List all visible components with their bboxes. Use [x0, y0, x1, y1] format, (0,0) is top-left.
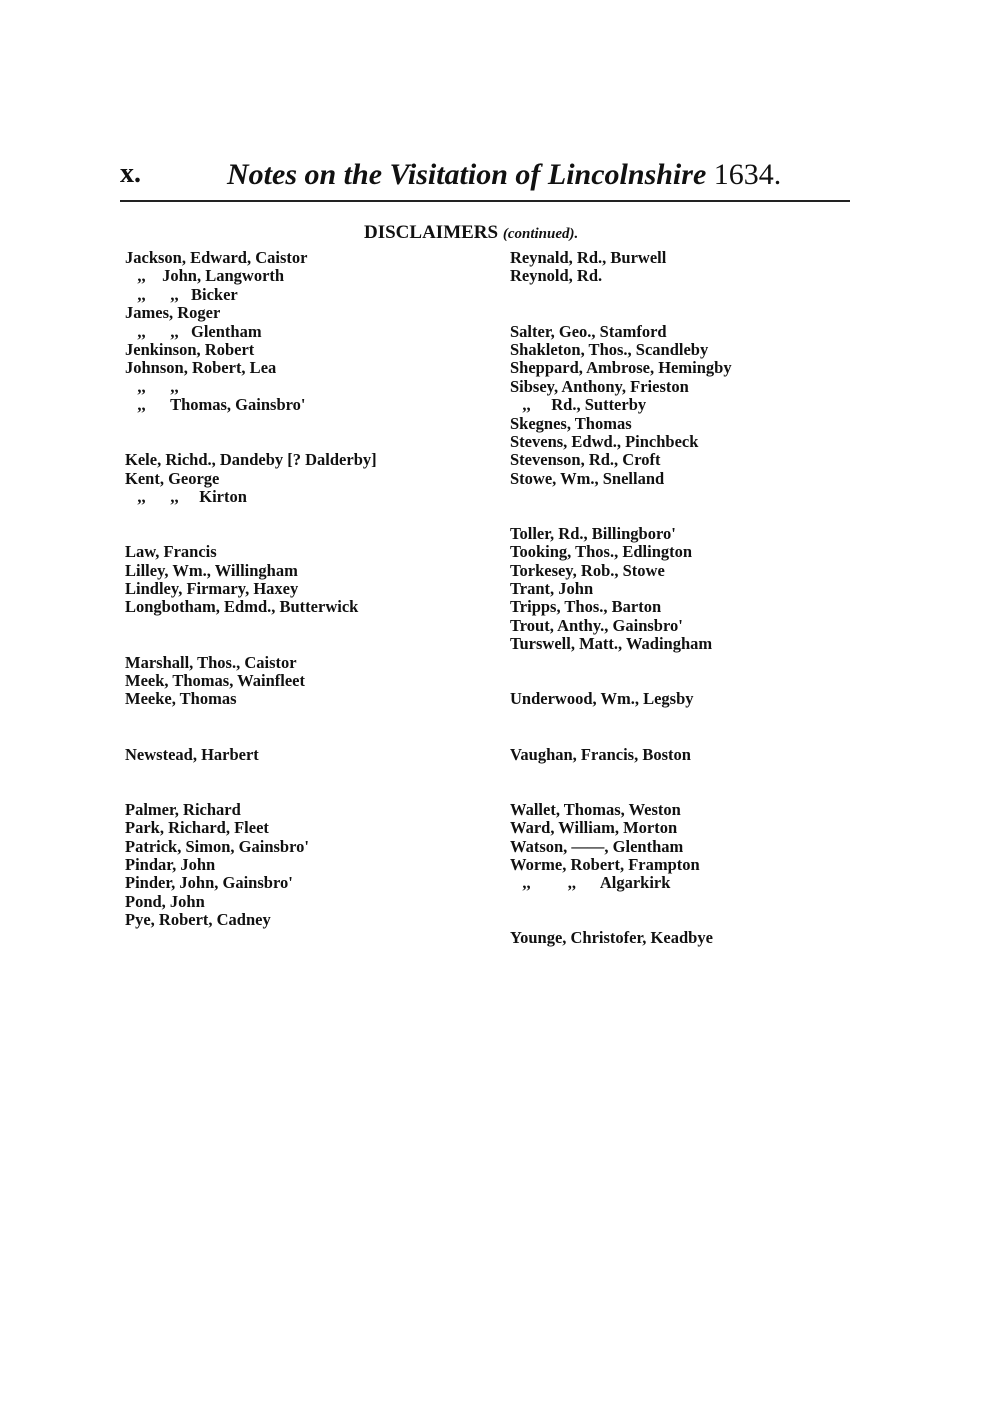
page-number: x.	[120, 158, 141, 189]
name-entry: ,, ,, Bicker	[125, 284, 238, 304]
name-entry: Stowe, Wm., Snelland	[510, 468, 665, 488]
entry-gap	[510, 304, 810, 322]
entry-gap	[125, 433, 495, 451]
name-entry: Reynold, Rd.	[510, 266, 603, 286]
entry-gap	[125, 782, 495, 800]
name-entry: Lindley, Firmary, Haxey	[125, 579, 299, 599]
name-entry: Younge, Christofer, Keadbye	[510, 928, 713, 948]
name-entry: Jackson, Edward, Caistor	[125, 248, 308, 267]
entry-gap	[125, 506, 495, 524]
name-entry: Trant, John	[510, 579, 594, 599]
name-entry: Pinder, John, Gainsbro'	[125, 873, 293, 893]
name-entry: Shakleton, Thos., Scandleby	[510, 339, 709, 359]
name-entry: Worme, Robert, Frampton	[510, 854, 700, 874]
name-entry: Trout, Anthy., Gainsbro'	[510, 615, 683, 635]
section-heading	[364, 222, 578, 244]
name-entry: ,, ,,	[125, 376, 179, 396]
name-entry: Tripps, Thos., Barton	[510, 597, 662, 617]
name-entry: Johnson, Robert, Lea	[125, 358, 277, 378]
name-entry: Kent, George	[125, 468, 220, 488]
name-entry: ,, ,, Kirton	[125, 487, 247, 507]
name-entry: Patrick, Simon, Gainsbro'	[125, 836, 309, 856]
page-header	[120, 158, 850, 198]
entry-gap	[510, 654, 810, 672]
name-entry: Ward, William, Morton	[510, 818, 678, 838]
name-entry: Meek, Thomas, Wainfleet	[125, 670, 305, 690]
name-entry: Stevenson, Rd., Croft	[510, 450, 661, 470]
name-entry: Watson, ——, Glentham	[510, 836, 684, 856]
entry-gap	[510, 506, 810, 524]
entry-gap	[125, 709, 495, 727]
name-entry: Stevens, Edwd., Pinchbeck	[510, 431, 699, 451]
running-title-year: 1634.	[713, 158, 782, 191]
name-entry: ,, Thomas, Gainsbro'	[125, 395, 306, 415]
entry-gap	[510, 286, 810, 304]
entry-gap	[510, 488, 810, 506]
name-entry: Underwood, Wm., Legsby	[510, 689, 694, 709]
name-entry: Law, Francis	[125, 542, 217, 562]
name-entry: Skegnes, Thomas	[510, 413, 632, 433]
name-entry: Tooking, Thos., Edlington	[510, 542, 693, 562]
name-entry: Torkesey, Rob., Stowe	[510, 560, 665, 580]
name-entry: Kele, Richd., Dandeby [? Dalderby]	[125, 450, 377, 470]
entry-gap	[125, 635, 495, 653]
name-entry: ,, ,, Algarkirk	[510, 873, 671, 893]
name-entry: Pond, John	[125, 891, 205, 911]
name-entry: ,, Rd., Sutterby	[510, 395, 647, 415]
entry-gap	[125, 617, 495, 635]
name-entry: Longbotham, Edmd., Butterwick	[125, 597, 359, 617]
name-entry: Toller, Rd., Billingboro'	[510, 523, 676, 543]
entry-gap	[125, 525, 495, 543]
header-rule	[120, 200, 850, 202]
name-entry: Turswell, Matt., Wadingham	[510, 634, 713, 654]
entry-gap	[125, 727, 495, 745]
name-entry: Sibsey, Anthony, Frieston	[510, 376, 689, 396]
section-heading-text: DISCLAIMERS	[364, 222, 499, 243]
entry-gap	[125, 415, 495, 433]
entry-gap	[510, 709, 810, 727]
section-continued: (continued).	[502, 226, 579, 242]
entry-gap	[510, 911, 810, 929]
name-entry: ,, ,, Glentham	[125, 321, 262, 341]
running-title	[227, 158, 781, 192]
name-entry: Salter, Geo., Stamford	[510, 321, 667, 341]
left-column	[125, 249, 495, 929]
name-entry: Newstead, Harbert	[125, 744, 259, 764]
name-entry: Wallet, Thomas, Weston	[510, 799, 681, 819]
name-entry: Reynald, Rd., Burwell	[510, 248, 667, 267]
name-entry: Marshall, Thos., Caistor	[125, 652, 297, 672]
right-column	[510, 249, 810, 948]
name-entry: Meeke, Thomas	[125, 689, 237, 709]
name-entry: Jenkinson, Robert	[125, 339, 255, 359]
entry-gap	[510, 727, 810, 745]
name-entry: ,, John, Langworth	[125, 266, 285, 286]
entry-gap	[510, 764, 810, 782]
name-entry: Lilley, Wm., Willingham	[125, 560, 298, 580]
name-entry: Pye, Robert, Cadney	[125, 910, 271, 930]
entry-gap	[510, 893, 810, 911]
entry-gap	[125, 764, 495, 782]
entry-gap	[510, 782, 810, 800]
running-title-text: Notes on the Visitation of Lincolnshire	[227, 158, 707, 191]
name-entry: Pindar, John	[125, 854, 216, 874]
entry-gap	[510, 672, 810, 690]
name-entry: Vaughan, Francis, Boston	[510, 744, 691, 764]
name-entry: Park, Richard, Fleet	[125, 818, 269, 838]
name-entry: James, Roger	[125, 303, 221, 323]
name-entry: Palmer, Richard	[125, 799, 241, 819]
name-entry: Sheppard, Ambrose, Hemingby	[510, 358, 732, 378]
